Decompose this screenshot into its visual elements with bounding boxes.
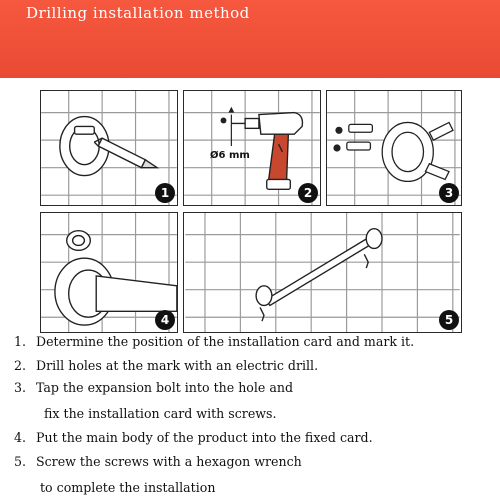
step-text: to complete the installation bbox=[40, 480, 216, 495]
step-text: fix the installation card with screws. bbox=[44, 406, 277, 421]
hexagon-wrench-illustration bbox=[184, 213, 461, 332]
instruction-step-2 bbox=[14, 358, 318, 373]
page-title: Drilling installation method bbox=[26, 4, 250, 22]
instruction-step-1 bbox=[14, 334, 414, 349]
step-number: 3. bbox=[14, 380, 27, 395]
instruction-step-5 bbox=[14, 454, 302, 469]
step-text: Tap the expansion bolt into the hole and bbox=[36, 380, 294, 395]
illustration-panel-3 bbox=[326, 90, 462, 206]
step-number: 4. bbox=[14, 430, 27, 445]
step-number: 1. bbox=[14, 334, 27, 349]
step-badge-2: 2 bbox=[298, 183, 318, 203]
step-text: Screw the screws with a hexagon wrench bbox=[36, 454, 302, 469]
step-text: Determine the position of the installation card and mark it. bbox=[36, 334, 415, 349]
illustration-panel-5 bbox=[183, 212, 462, 333]
instruction-step-4 bbox=[14, 430, 373, 445]
header-banner bbox=[0, 0, 500, 78]
illustration-panel-4 bbox=[40, 212, 178, 333]
step-badge-4: 4 bbox=[155, 310, 175, 330]
step-badge-3: 3 bbox=[439, 183, 459, 203]
step-number: 2. bbox=[14, 358, 27, 373]
step-text: Put the main body of the product into the fixed card. bbox=[36, 430, 373, 445]
instruction-step-3 bbox=[14, 380, 293, 395]
step-text: Drill holes at the mark with an electric drill. bbox=[36, 358, 319, 373]
step-badge-1: 1 bbox=[155, 183, 175, 203]
instruction-step-5-continued bbox=[40, 480, 215, 495]
instruction-step-3-continued bbox=[44, 406, 277, 421]
step-number: 5. bbox=[14, 454, 27, 469]
illustration-panel-1 bbox=[40, 90, 178, 206]
illustration-panel-2 bbox=[183, 90, 321, 206]
drill-diameter-label: Ø6 mm bbox=[210, 150, 250, 161]
step-badge-5: 5 bbox=[439, 310, 459, 330]
